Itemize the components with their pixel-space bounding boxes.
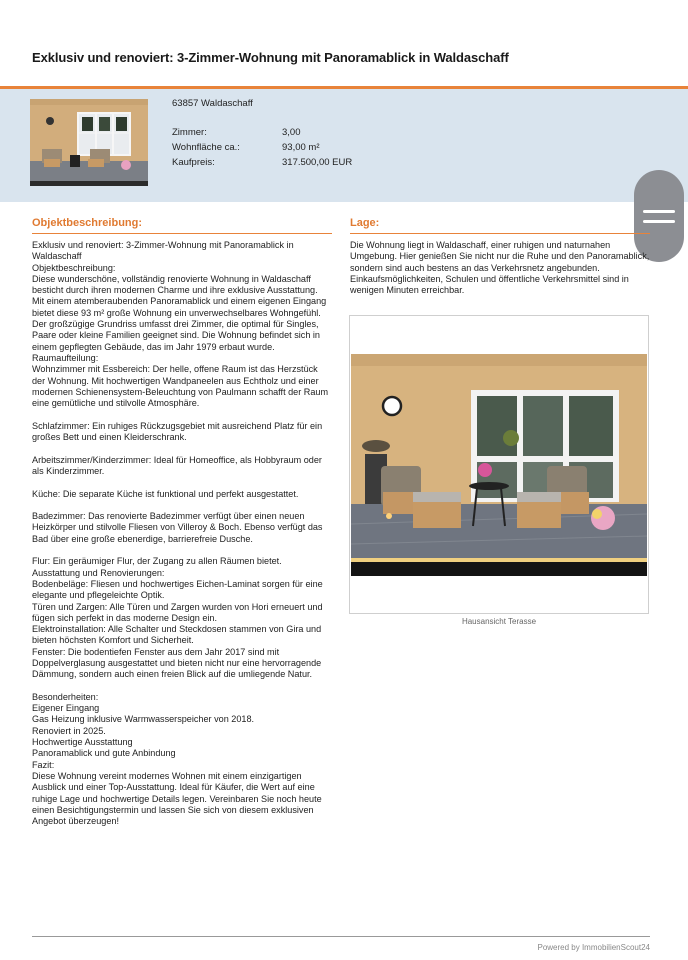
photo-frame: [349, 315, 649, 614]
terrace-photo-graphic: [351, 354, 647, 576]
description-paragraph: Flur: Ein geräumiger Flur, der Zugang zu allen Räumen bietet. Ausstattung und Renovierungen: Bodenbeläge: Fliesen und hochwertiges Eichen-Laminat sorgen für eine elegante und pflegeleichte Optik. Türen und Zargen: Alle Türen und Zargen wurden von Hori erneuert und fügen sich perfekt in das moderne Design ein. Elektroinstallation: Alle Schalter und Steckdosen stammen von Gira und bieten höchsten Komfort und Sicherheit. Fenster: Die bodentiefen Fenster aus dem Jahr 2017 sind mit Doppelverglasung ausgestattet und bieten nicht nur eine hervorragende Dämmung, sondern auch einen freien Blick auf die umliegende Natur.: [32, 556, 323, 680]
fact-label: Wohnfläche ca.:: [172, 142, 240, 153]
description-paragraph: Badezimmer: Das renovierte Badezimmer verfügt über einen neuen Heizkörper und stilvolle Fliesen von Villeroy & Boch. Ebenso verfügt das Bad über eine große ebenerdige, barrierefreie Dusche.: [32, 511, 323, 544]
photo-caption: Hausansicht Terasse: [461, 617, 537, 626]
powered-by-label: Powered by ImmobilienScout24: [537, 943, 650, 952]
location-heading: Lage:: [350, 217, 650, 234]
description-paragraph: Schlafzimmer: Ein ruhiges Rückzugsgebiet mit ausreichend Platz für ein großes Bett und einen Kleiderschrank.: [32, 420, 323, 443]
terrace-photo[interactable]: [351, 354, 647, 576]
footer-divider: [32, 936, 650, 937]
terrace-thumbnail-graphic: [30, 99, 148, 186]
description-paragraph: Arbeitszimmer/Kinderzimmer: Ideal für Homeoffice, als Hobbyraum oder als Kinderzimmer.: [32, 454, 322, 476]
fact-value: 317.500,00 EUR: [282, 157, 353, 168]
fact-label: Zimmer:: [172, 127, 207, 138]
fact-value: 3,00: [282, 127, 301, 138]
fact-price: [172, 157, 382, 172]
fact-living-area: [172, 142, 382, 157]
description-heading: Objektbeschreibung:: [32, 217, 332, 234]
fact-label: Kaufpreis:: [172, 157, 215, 168]
location-label: 63857 Waldaschaff: [172, 98, 253, 109]
menu-icon-bar: [643, 210, 675, 213]
description-paragraph: Küche: Die separate Küche ist funktional und perfekt ausgestattet.: [32, 488, 299, 499]
page-title: Exklusiv und renoviert: 3-Zimmer-Wohnung mit Panoramablick in Waldaschaff: [32, 50, 509, 65]
key-facts: [172, 127, 382, 172]
description-text: [32, 240, 332, 827]
description-paragraph: Besonderheiten: Eigener Eingang Gas Heizung inklusive Warmwasserspeicher von 2018. Renoviert in 2025. Hochwertige Ausstattung Panoramablick und gute Anbindung Fazit: Diese Wohnung vereint modernes Wohnen mit einem einzigartigen Ausblick und einer Top-Ausstattung. Ideal für Käufer, die Wert auf eine ruhige Lage und hochwertige Details legen. Vereinbaren Sie noch heute einen Besichtigungstermin und lassen Sie sich von diesem exklusiven Angebot überzeugen!: [32, 691, 322, 827]
fact-rooms: [172, 127, 382, 142]
description-paragraph: Exklusiv und renoviert: 3-Zimmer-Wohnung mit Panoramablick in Waldaschaff Objektbeschreibung: Diese wunderschöne, vollständig renovierte Wohnung in Waldaschaff besticht durch ihren modernen Charme und ihre exklusive Ausstattung. Mit einem atemberaubenden Panoramablick und einem eigenen Eingang bietet diese 93 m² große Wohnung ein unverwechselbares Wohngefühl. Der großzügige Grundriss umfasst drei Zimmer, die optimal für Singles, Paare oder kleine Familien geeignet sind. Die Wohnung befindet sich in einem gepflegten Gebäude, das im Jahr 1979 erbaut wurde. Raumaufteilung: Wohnzimmer mit Essbereich: Der helle, offene Raum ist das Herzstück der Wohnung. Mit hochwertigen Wandpaneelen aus Echtholz und einer modernen Schienensystem-Beleuchtung von Paulmann schafft der Raum eine gemütliche und stilvolle Atmosphäre.: [32, 240, 329, 409]
thumbnail-image[interactable]: [30, 99, 148, 186]
location-text: Die Wohnung liegt in Waldaschaff, einer ruhigen und naturnahen Umgebung. Hier genießen Sie nicht nur die Ruhe und den Panoramablick, sondern sind auch bestens an das Verkehrsnetz angebunden. Einkaufsmöglichkeiten, Schulen und öffentliche Verkehrsmittel sind in wenigen Minuten erreichbar.: [350, 240, 650, 296]
fact-value: 93,00 m²: [282, 142, 320, 153]
